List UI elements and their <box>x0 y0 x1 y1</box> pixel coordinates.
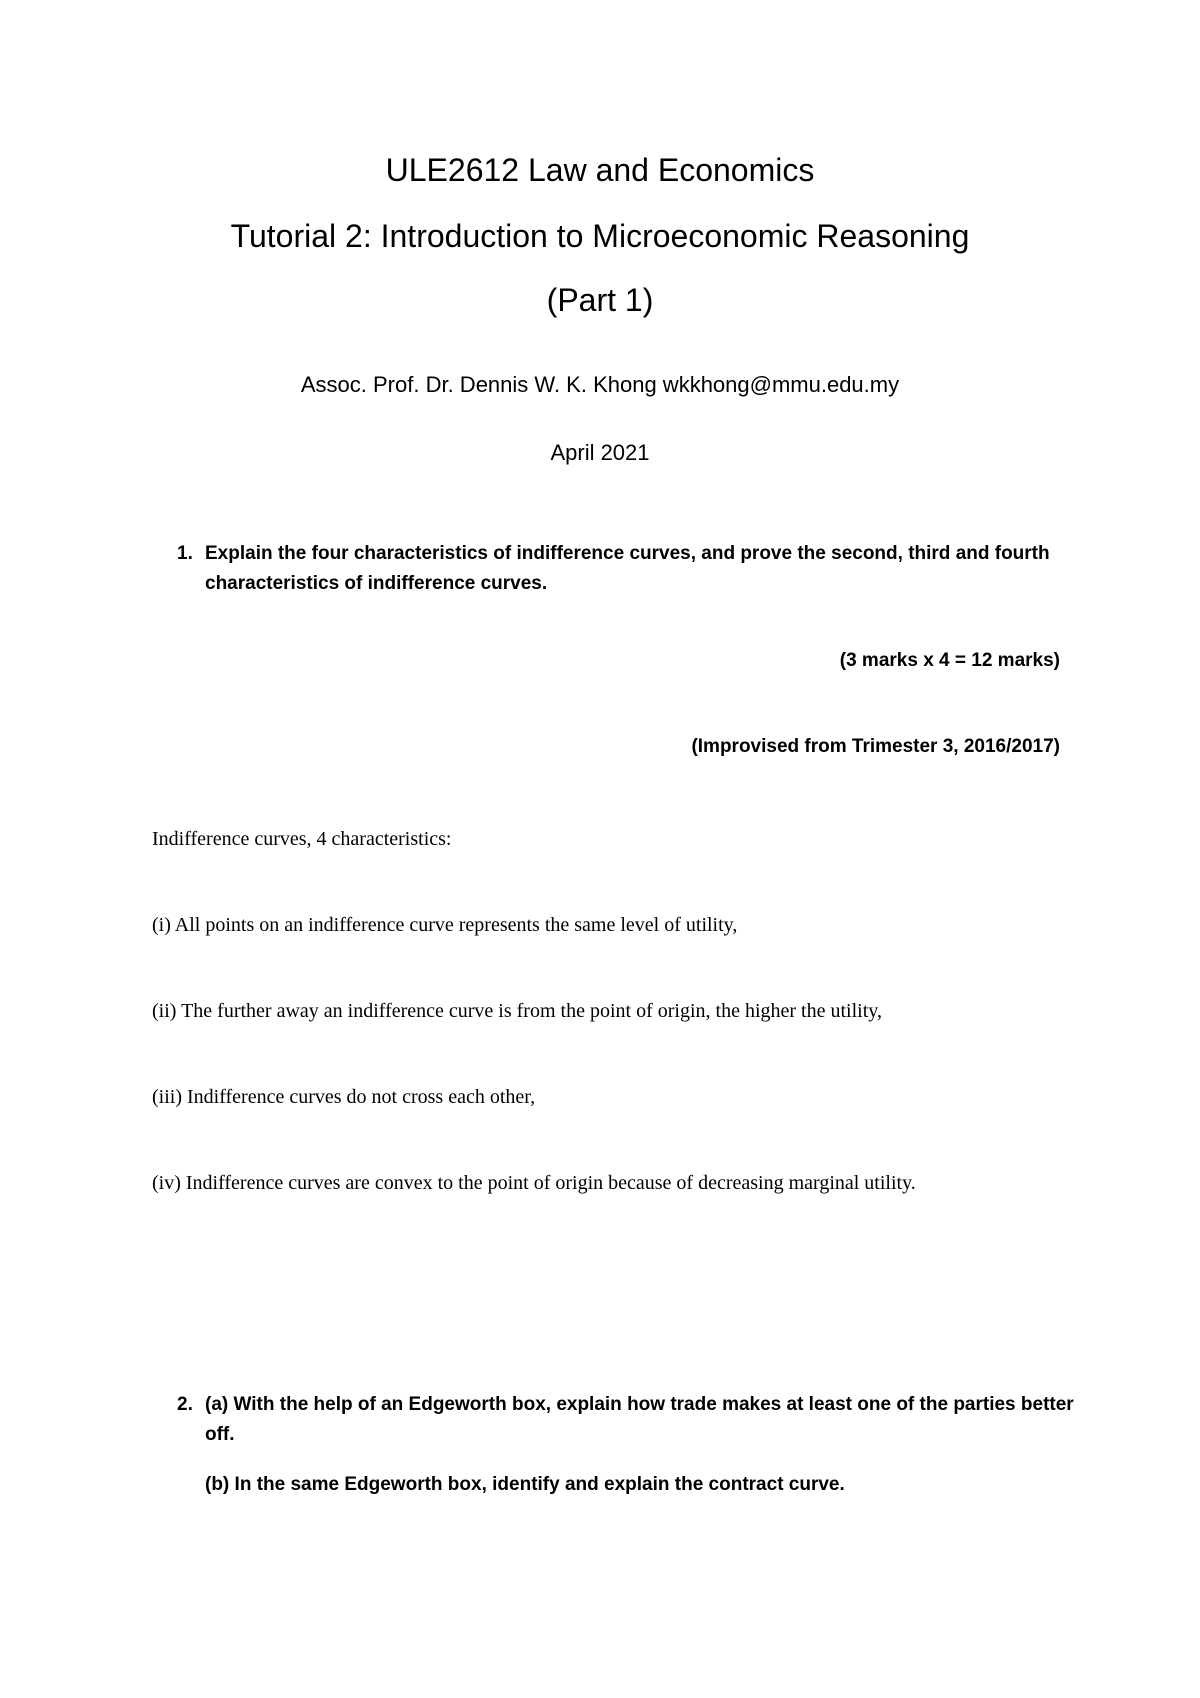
question-2-part-a: (a) With the help of an Edgeworth box, explain how trade makes at least one of the parties better off. <box>205 1394 1074 1445</box>
question-1-marks: (3 marks x 4 = 12 marks) <box>839 650 1060 671</box>
question-1-number: 1. <box>177 543 193 564</box>
answer-1-point-ii: (ii) The further away an indifference curve is from the point of origin, the higher the utility, <box>152 1000 882 1022</box>
author-line: Assoc. Prof. Dr. Dennis W. K. Khong wkkhong@mmu.edu.my <box>300 372 900 397</box>
answer-1-point-iii: (iii) Indifference curves do not cross each other, <box>152 1086 536 1108</box>
answer-1-point-iv: (iv) Indifference curves are convex to the point of origin because of decreasing marginal utility. <box>152 1172 916 1194</box>
date-line: April 2021 <box>550 440 650 465</box>
answer-1-point-i: (i) All points on an indifference curve represents the same level of utility, <box>152 914 738 936</box>
part-label: (Part 1) <box>546 282 654 318</box>
tutorial-title: Tutorial 2: Introduction to Microeconomic Reasoning <box>230 218 970 254</box>
question-2-part-b: (b) In the same Edgeworth box, identify and explain the contract curve. <box>205 1474 845 1495</box>
question-2-number: 2. <box>177 1394 193 1415</box>
question-1-source: (Improvised from Trimester 3, 2016/2017) <box>691 736 1060 757</box>
course-title: ULE2612 Law and Economics <box>385 152 815 188</box>
answer-1-intro: Indifference curves, 4 characteristics: <box>152 828 452 850</box>
question-1-text: Explain the four characteristics of indifference curves, and prove the second, third and fourth characteristics of indifference curves. <box>205 543 1050 594</box>
